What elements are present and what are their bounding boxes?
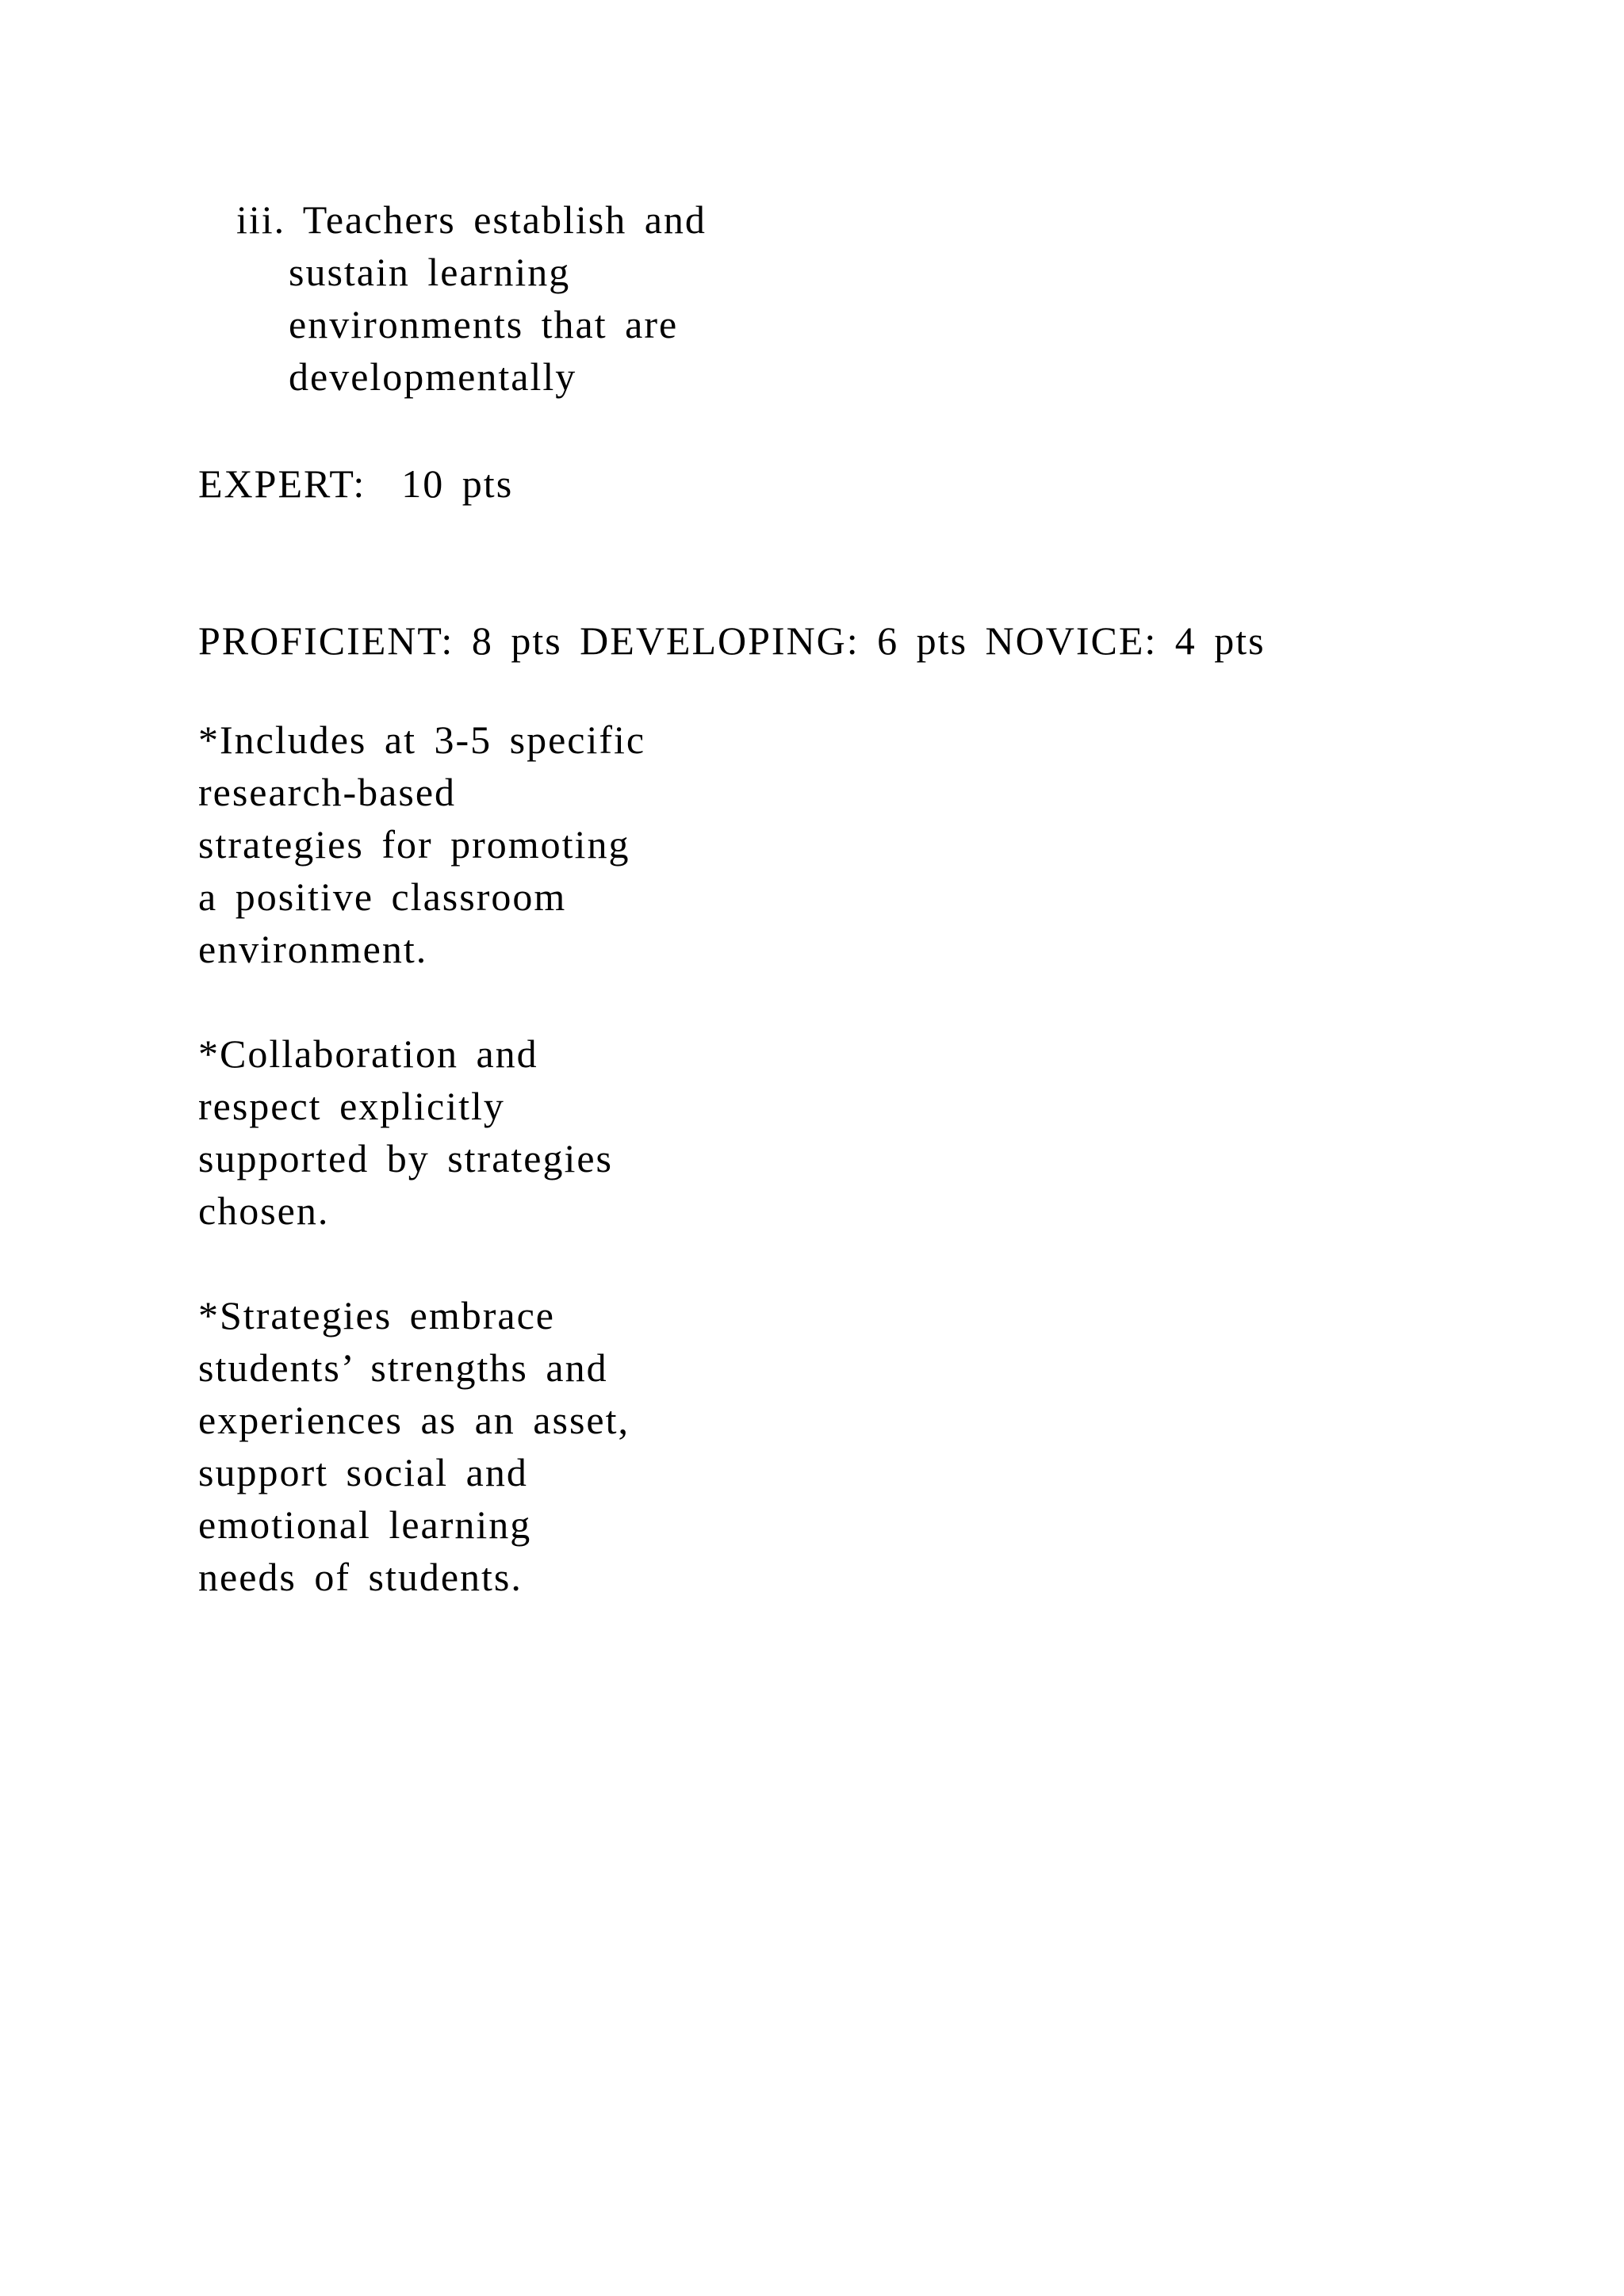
expert-rating: [198, 457, 513, 510]
standard-text-line: environments that are: [289, 302, 679, 346]
expert-label: EXPERT:: [198, 461, 366, 506]
criterion-1: [198, 714, 645, 975]
criterion-3: [198, 1289, 630, 1603]
criterion-line: chosen.: [198, 1188, 330, 1233]
standard-line-1: [236, 193, 707, 246]
expert-points: 10 pts: [401, 461, 514, 506]
criterion-line: strategies for promoting: [198, 822, 630, 867]
rating-levels-line: PROFICIENT: 8 pts DEVELOPING: 6 pts NOVICE: 4 pts: [198, 618, 1266, 663]
criterion-line: environment.: [198, 927, 428, 971]
criterion-line: students’ strengths and: [198, 1345, 608, 1390]
standard-text-line: Teachers establish and: [302, 197, 707, 242]
criterion-line: a positive classroom: [198, 874, 567, 919]
criterion-line: *Strategies embrace: [198, 1293, 555, 1337]
criterion-line: supported by strategies: [198, 1136, 614, 1181]
criterion-2: [198, 1027, 613, 1237]
standard-text-line: sustain learning: [289, 250, 571, 294]
list-marker: iii.: [236, 197, 286, 242]
standard-text-line: developmentally: [289, 354, 577, 399]
criterion-line: support social and: [198, 1450, 528, 1494]
standard-item: [236, 193, 707, 403]
criterion-line: needs of students.: [198, 1555, 523, 1599]
criterion-line: experiences as an asset,: [198, 1398, 630, 1442]
criterion-line: *Includes at 3-5 specific: [198, 718, 646, 762]
criterion-line: *Collaboration and: [198, 1031, 538, 1076]
criterion-line: respect explicitly: [198, 1084, 505, 1128]
criterion-line: emotional learning: [198, 1502, 532, 1547]
criterion-line: research-based: [198, 770, 457, 814]
